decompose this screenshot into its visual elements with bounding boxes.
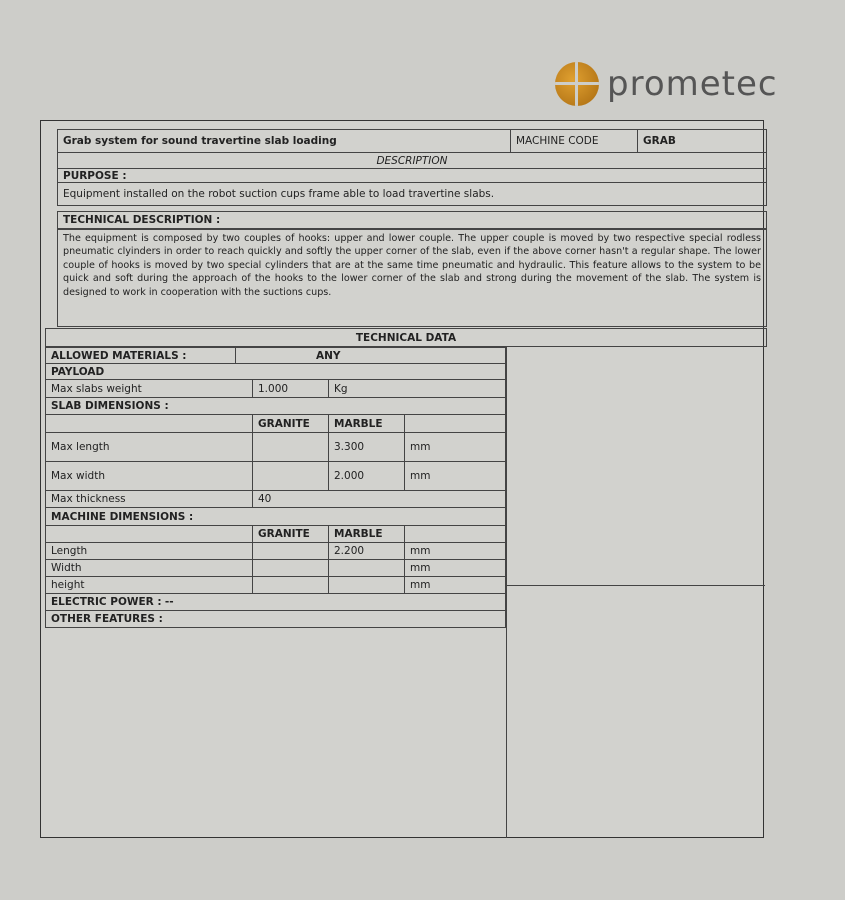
max-width-marble: 2.000 [329,462,405,490]
marble-header: MARBLE [334,417,383,430]
purpose-text-row [57,182,767,206]
technical-description-label: TECHNICAL DESCRIPTION : [63,214,221,226]
height-label: height [46,577,253,593]
tech-desc-label-row [57,211,767,229]
weight-unit: Kg [334,382,348,395]
header-row [57,129,767,153]
description-heading [57,152,767,169]
max-slabs-weight-value: 1.000 [253,380,329,397]
right-blank-panel [506,347,765,838]
allowed-materials-label: ALLOWED MATERIALS : [51,349,187,362]
machine-code-label: MACHINE CODE [511,130,638,152]
length-label: Length [46,543,253,559]
max-length-marble: 3.300 [329,433,405,461]
max-width-label: Max width [46,462,253,490]
max-length-label: Max length [46,433,253,461]
technical-data-heading [45,328,767,347]
granite-header: GRANITE [258,528,310,540]
technical-description-text: The equipment is composed by two couples of hooks: upper and lower couple. The upper couple is moved by two respective special rodless pneumatic clyinders in order to reach quickly and softly the upper corner of the slab, even if the above corner hasn't a regular shape. The lower couple of hooks is moved by two special cylinders that are at the same time pneumatic and hydraulic. This feature allows to the system to be quick and soft during the approach of the hooks to the lower corner of the slab and strong during the movement of the slab. The system is designed to work in cooperation with the suctions cups. [57,229,767,327]
technical-data-title: TECHNICAL DATA [355,331,457,344]
machine-code: GRAB [643,135,676,147]
electric-power-value: -- [164,596,174,608]
payload-label: PAYLOAD [51,365,105,378]
unit-mm: mm [410,545,431,557]
unit-mm: mm [410,579,431,591]
max-thickness-value: 40 [258,493,272,505]
slab-dimensions-label: SLAB DIMENSIONS : [51,400,169,412]
purpose-label: PURPOSE : [63,169,127,182]
unit-mm: mm [410,441,431,453]
globe-icon [555,62,599,106]
marble-header: MARBLE [334,528,383,540]
length-marble: 2.200 [329,543,405,559]
logo-text: prometec [607,64,778,104]
unit-mm: mm [410,562,431,574]
width-label: Width [46,560,253,576]
purpose-label-row [57,168,767,183]
sheet-title: Grab system for sound travertine slab loading [63,135,337,147]
machine-datasheet [40,120,764,838]
other-features-label: OTHER FEATURES : [51,613,163,625]
divider [507,585,765,586]
purpose-text: Equipment installed on the robot suction cups frame able to load travertine slabs. [63,188,495,200]
max-slabs-weight-label: Max slabs weight [46,380,253,397]
description-label: DESCRIPTION [376,154,448,167]
allowed-materials-value: ANY [316,349,341,362]
electric-power-label: ELECTRIC POWER : [51,596,162,608]
machine-dimensions-label: MACHINE DIMENSIONS : [51,510,194,523]
unit-mm: mm [410,470,431,482]
max-thickness-label: Max thickness [46,491,253,507]
granite-header: GRANITE [258,417,310,430]
prometec-logo [555,62,778,106]
